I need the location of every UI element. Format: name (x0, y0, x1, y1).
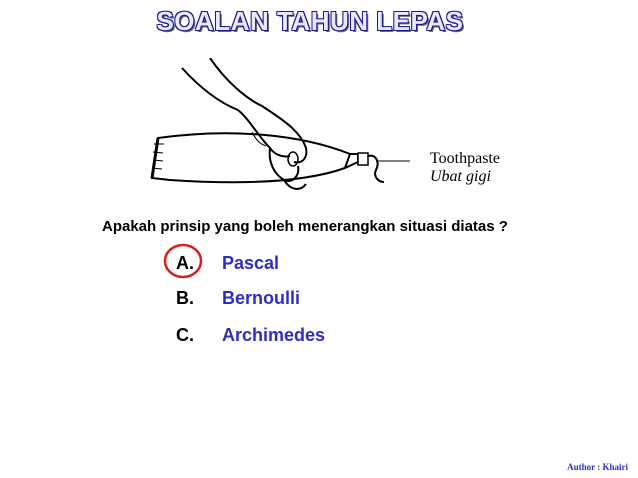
slide-title: SOALAN TAHUN LEPAS (156, 6, 464, 36)
question-text: Apakah prinsip yang boleh menerangkan situasi diatas ? (102, 218, 508, 235)
toothpaste-hand-illustration (140, 58, 410, 208)
toothpaste-label: Toothpaste (430, 150, 500, 167)
option-c-text[interactable]: Archimedes (222, 325, 326, 345)
option-a-text[interactable]: Pascal (222, 253, 280, 273)
option-a-letter[interactable]: A. (176, 253, 194, 273)
author-credit: Author : Khairi (567, 462, 628, 472)
paste-squirt (368, 156, 384, 182)
ubat-gigi-label: Ubat gigi (430, 168, 491, 185)
option-b-letter[interactable]: B. (176, 288, 194, 308)
option-b-text[interactable]: Bernoulli (222, 288, 301, 308)
tube-body (152, 133, 350, 182)
option-c-letter[interactable]: C. (176, 325, 194, 345)
